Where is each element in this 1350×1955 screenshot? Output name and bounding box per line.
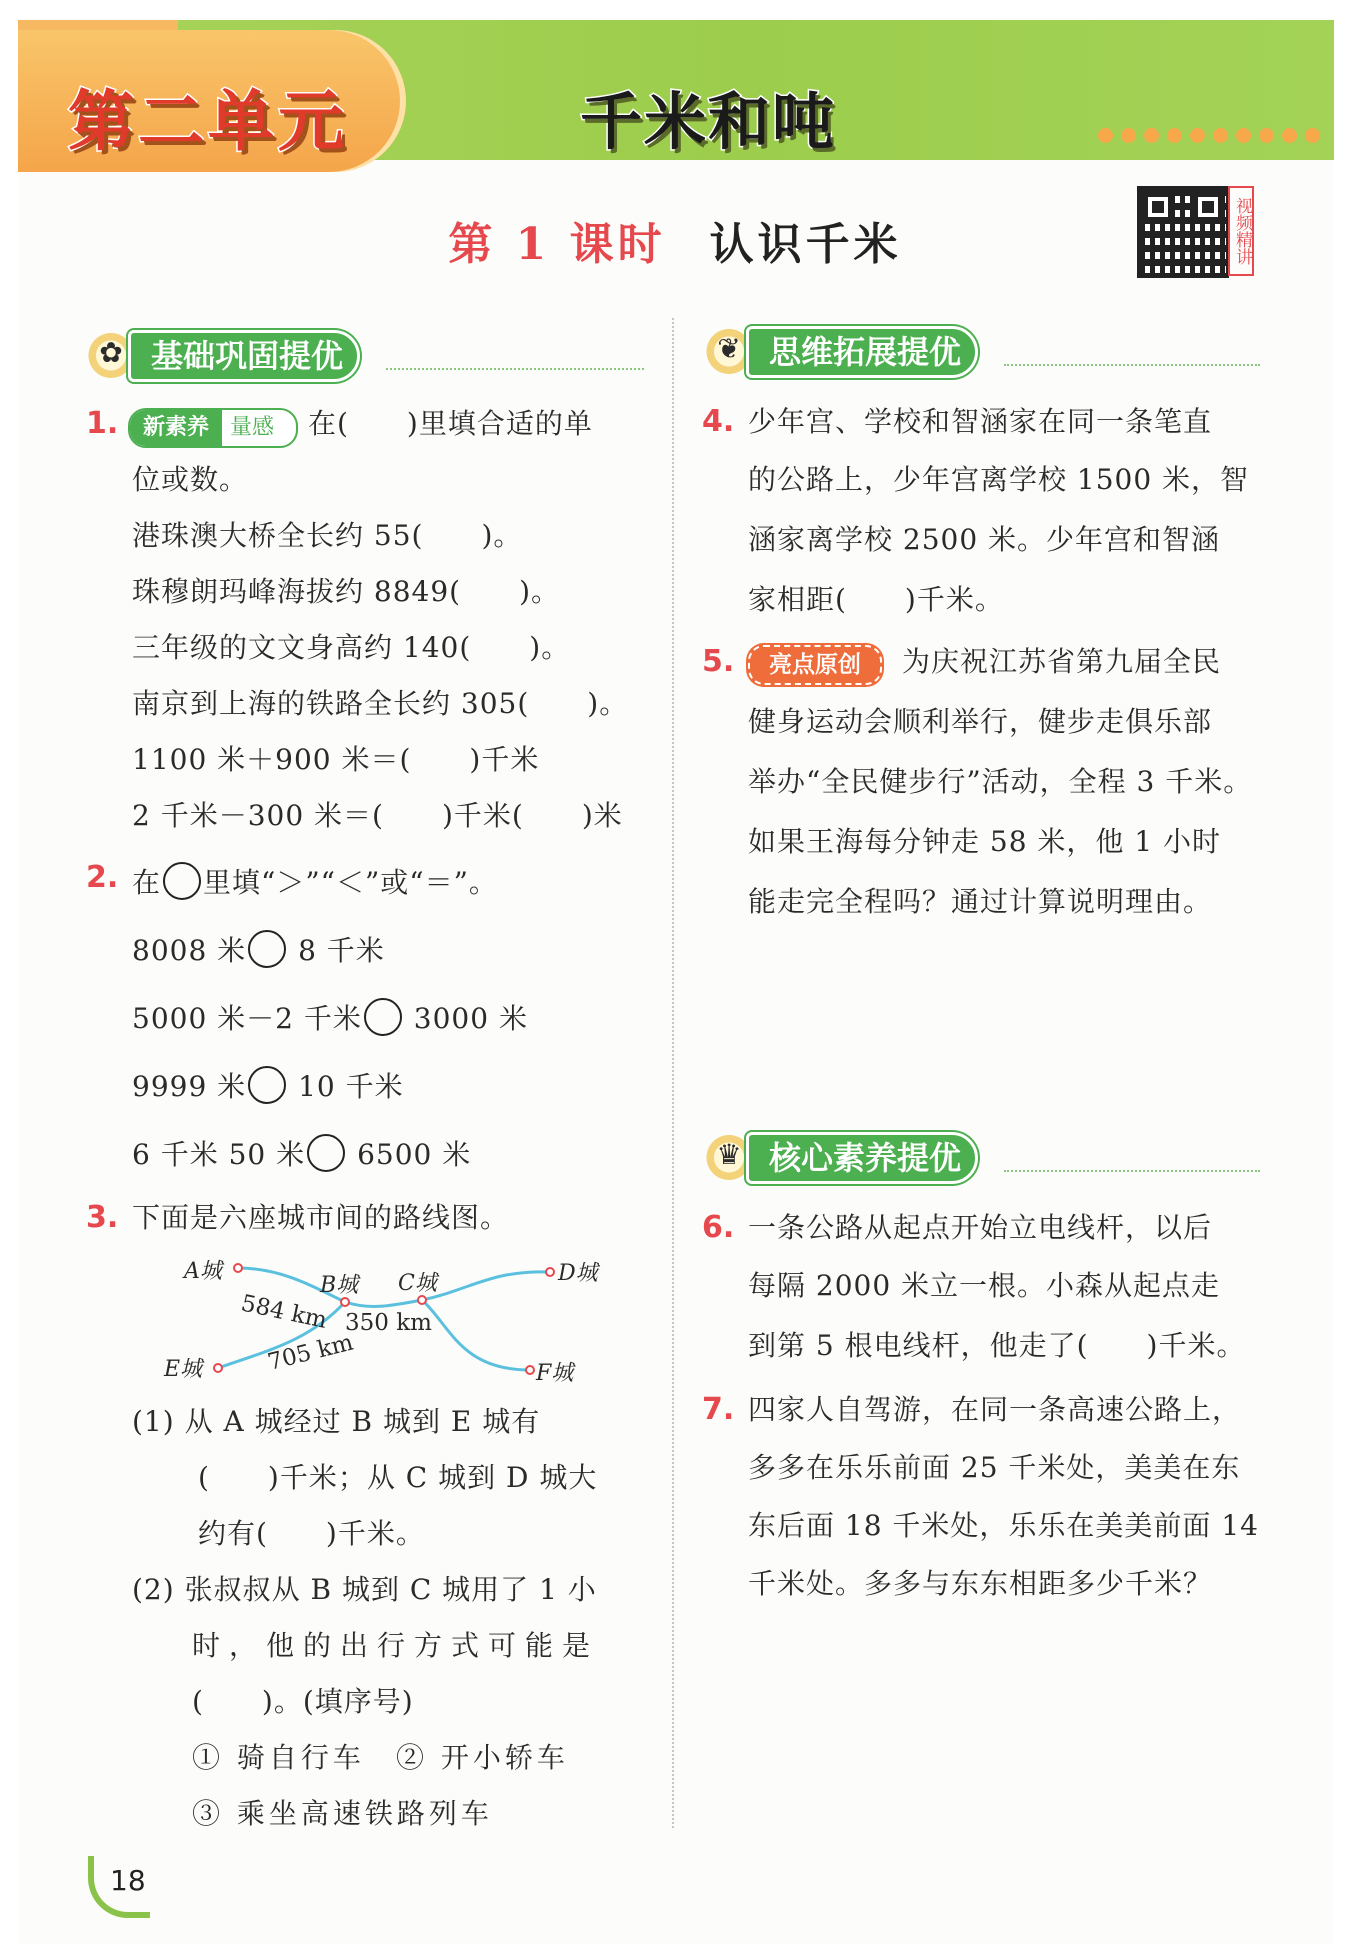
q3-option-1: ① 骑自行车 [192,1741,365,1774]
q5-badge: 亮点原创 [748,645,882,685]
city-c-label: C城 [398,1271,437,1296]
q1-badge-main: 新素养 [130,410,222,446]
q1-item: 1100 米＋900 米＝( )千米 [132,743,540,776]
q2-item-left: 9999 米 [132,1070,247,1103]
q3-p1-line2: ( )千米；从 C 城到 D 城大 [198,1461,598,1494]
q2-stem-b: 里填“＞”“＜”或“＝”。 [203,866,498,899]
q4-line: 涵家离学校 2500 米。少年宫和智涵 [748,523,1221,556]
city-d-label: D城 [558,1261,598,1286]
q6-number: 6. [702,1210,735,1245]
chapter-title: 千米和吨 [580,85,837,158]
q2-item-left: 5000 米－2 千米 [132,1002,362,1035]
q3-option-2: ② 开小轿车 [396,1741,569,1774]
q3-stem: 下面是六座城市间的路线图。 [132,1201,510,1234]
q7-line: 四家人自驾游，在同一条高速公路上， [748,1393,1242,1426]
q6-line: 到第 5 根电线杆，他走了( )千米。 [748,1329,1246,1362]
compare-circle[interactable] [248,930,286,968]
q2-item [132,930,385,968]
route-c-f [422,1300,530,1370]
decor-dots [1098,128,1320,143]
q4-number: 4. [702,404,735,439]
q2-item-left: 8008 米 [132,934,247,967]
city-a-label: A城 [184,1259,222,1284]
q1-stem-line1: 在( )里填合适的单 [308,407,593,440]
q1-item: 南京到上海的铁路全长约 305( )。 [132,687,629,720]
q7-number: 7. [702,1392,735,1427]
q1-stem-line2: 位或数。 [132,463,249,496]
q1-item: 2 千米－300 米＝( )千米( )米 [132,799,623,832]
q1-number: 1. [86,406,119,441]
route-b-c [345,1300,422,1306]
section-basic-title: 基础巩固提优 [128,330,360,382]
city-b-dot [341,1298,349,1306]
distance-ab: 584 km [238,1290,330,1334]
section-core-title: 核心素养提优 [746,1132,978,1184]
qr-code-icon[interactable] [1137,186,1229,278]
trophy-icon: ♛ [704,1130,754,1180]
city-f-label: F城 [536,1361,574,1386]
q6-line: 一条公路从起点开始立电线杆，以后 [748,1211,1213,1244]
compare-circle[interactable] [248,1066,286,1104]
q5-line: 能走完全程吗？通过计算说明理由。 [748,885,1213,918]
q5-line: 如果王海每分钟走 58 米，他 1 小时 [748,825,1222,858]
lesson-name: 认识千米 [709,219,902,270]
sprout-icon: ❦ [704,324,754,374]
q5-line: 举办“全民健步行”活动，全程 3 千米。 [748,765,1253,798]
city-d-dot [546,1268,554,1276]
q1-item: 珠穆朗玛峰海拔约 8849( )。 [132,575,561,608]
city-b-label: B城 [320,1273,359,1298]
q2-item [132,1134,471,1172]
city-f-dot [526,1366,534,1374]
q2-item-left: 6 千米 50 米 [132,1138,306,1171]
flower-icon: ✿ [86,328,136,378]
q2-stem-a: 在 [132,866,162,899]
q4-line: 少年宫、学校和智涵家在同一条笔直 [748,405,1213,438]
route-c-d [422,1272,550,1300]
circle-blank-icon [163,862,201,900]
q3-p1-line1: (1) 从 A 城经过 B 城到 E 城有 [132,1405,541,1438]
q6-line: 每隔 2000 米立一根。小森从起点走 [748,1269,1221,1302]
section-core-header [704,1130,1260,1180]
q2-item-right: 10 千米 [298,1070,404,1103]
lesson-number: 第 1 课时 [448,219,666,270]
route-map [160,1250,630,1390]
city-e-dot [214,1364,222,1372]
page-number: 18 [110,1864,146,1897]
city-a-dot [234,1264,242,1272]
q7-line: 千米处。多多与东东相距多少千米？ [748,1567,1213,1600]
q3-p2-line3: ( )。(填序号) [192,1685,414,1718]
q2-item [132,1066,404,1104]
q2-stem [132,862,498,900]
q3-number: 3. [86,1200,119,1235]
distance-eb: 705 km [265,1329,356,1376]
city-e-label: E城 [164,1357,203,1382]
q2-item-right: 6500 米 [357,1138,472,1171]
compare-circle[interactable] [307,1134,345,1172]
unit-title: 第二单元 [68,83,348,160]
q7-line: 多多在乐乐前面 25 千米处，美美在东 [748,1451,1241,1484]
q2-item-right: 8 千米 [298,934,385,967]
section-extend-title: 思维拓展提优 [746,326,978,378]
q1-badge-sub: 量感 [230,415,275,440]
q3-option-3: ③ 乘坐高速铁路列车 [192,1797,493,1830]
qr-label: 视频精讲 [1228,186,1254,276]
q3-p2-line2: 时，他的出行方式可能是 [192,1629,600,1662]
compare-circle[interactable] [364,998,402,1036]
q1-item: 三年级的文文身高约 140( )。 [132,631,571,664]
q5-number: 5. [702,644,735,679]
q3-p1-line3: 约有( )千米。 [198,1517,425,1550]
q1-item: 港珠澳大桥全长约 55( )。 [132,519,523,552]
section-basic-header [86,328,646,378]
q4-line: 的公路上，少年宫离学校 1500 米，智 [748,463,1250,496]
q2-item-right: 3000 米 [413,1002,528,1035]
q5-line: 健身运动会顺利举行，健步走俱乐部 [748,705,1213,738]
q3-p2-line1: (2) 张叔叔从 B 城到 C 城用了 1 小 [132,1573,597,1606]
q5-line: 为庆祝江苏省第九届全民 [902,645,1222,678]
distance-bc: 350 km [345,1310,432,1336]
q1-badge [128,408,298,448]
city-c-dot [418,1296,426,1304]
column-divider [672,318,674,1828]
q4-line: 家相距( )千米。 [748,583,1004,616]
q7-line: 东后面 18 千米处，乐乐在美美前面 14 [748,1509,1259,1542]
q2-number: 2. [86,860,119,895]
section-extend-header [704,324,1260,374]
q2-item [132,998,528,1036]
